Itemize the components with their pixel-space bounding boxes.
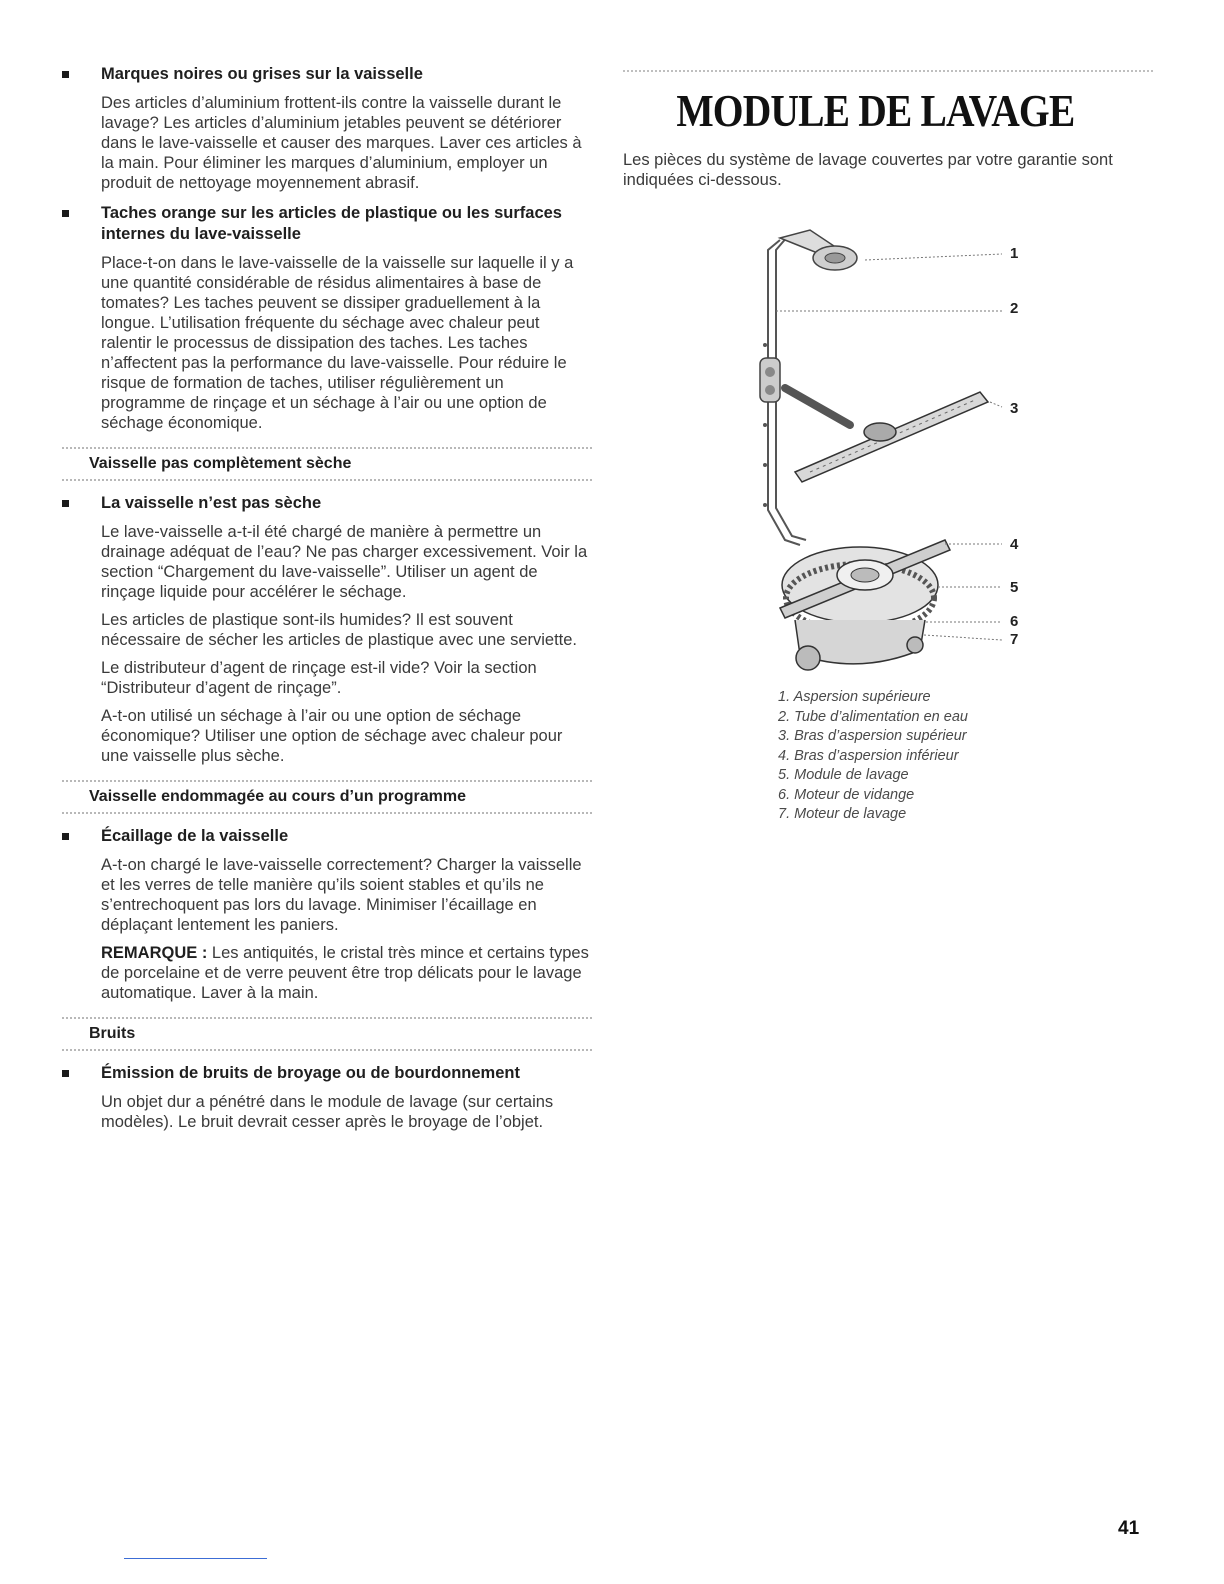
parts-list (778, 688, 1038, 825)
callout-5: 5 (1010, 579, 1019, 596)
note-text: Les antiquités, le cristal très mince et certains types de porcelaine et de verre peuvent être trop délicats pour le lavage automatique. Laver à la main. (101, 944, 589, 1002)
item-title: Taches orange sur les articles de plastique ou les surfaces internes du lave-vaisselle (101, 204, 562, 243)
callout-1: 1 (1010, 245, 1019, 262)
item-black-marks (62, 64, 592, 85)
wash-system-illustration (740, 210, 1040, 680)
right-column (623, 70, 1153, 190)
paragraph: A-t-on utilisé un séchage à l’air ou une option de séchage économique? Utiliser une option de séchage avec chaleur pour une vaisselle plus sèche. (101, 707, 563, 765)
item-title: Marques noires ou grises sur la vaisselle (101, 65, 423, 83)
bullet-square-icon (62, 500, 69, 507)
paragraph: Des articles d’aluminium frottent-ils contre la vaisselle durant le lavage? Les articles d’aluminium jetables peuvent se détériorer dans le lave-vaisselle et causer des marques. Laver ces articles à la main. Pour éliminer les marques d’aluminium, employer un produit de nettoyage moyennement abrasif. (101, 94, 582, 192)
paragraph: Un objet dur a pénétré dans le module de lavage (sur certains modèles). Le bruit devrait cesser après le broyage de l’objet. (101, 1093, 554, 1131)
callout-3: 3 (1010, 400, 1019, 417)
item-chipping (62, 826, 592, 847)
item-title: La vaisselle n’est pas sèche (101, 494, 322, 512)
intro-paragraph: Les pièces du système de lavage couvertes par votre garantie sont indiquées ci-dessous. (623, 151, 1113, 189)
divider (623, 70, 1153, 72)
item-title: Écaillage de la vaisselle (101, 827, 289, 845)
paragraph: Le lave-vaisselle a-t-il été chargé de manière à permettre un drainage adéquat de l’eau? Ne pas charger excessivement. Voir la section “Chargement du lave-vaisselle”. Utiliser un agent de rinçage liquide pour accélérer le séchage. (101, 523, 588, 601)
parts-list-item: 4. Bras d’aspersion inférieur (778, 747, 959, 764)
bullet-square-icon (62, 210, 69, 217)
bullet-square-icon (62, 1070, 69, 1077)
footer-rule (124, 1558, 267, 1559)
parts-list-item: 2. Tube d’alimentation en eau (778, 708, 968, 725)
page-title: MODULE DE LAVAGE (676, 85, 1075, 136)
parts-list-item: 6. Moteur de vidange (778, 786, 915, 803)
parts-list-item: 3. Bras d’aspersion supérieur (778, 728, 967, 744)
note-label: REMARQUE : (101, 944, 208, 962)
parts-list-item: 1. Aspersion supérieure (778, 689, 931, 705)
item-orange-stains (62, 203, 592, 245)
parts-list-item: 7. Moteur de lavage (778, 806, 907, 822)
item-title: Émission de bruits de broyage ou de bourdonnement (101, 1064, 520, 1082)
callout-4: 4 (1010, 536, 1019, 553)
wash-system-diagram (740, 210, 1040, 680)
bullet-square-icon (62, 833, 69, 840)
paragraph: Place-t-on dans le lave-vaisselle de la vaisselle sur laquelle il y a une quantité considérable de résidus alimentaires à base de tomates? Les taches peuvent se dissiper graduellement à la longue. L’utilisation fréquente du séchage avec chaleur peut ralentir le processus de dissipation des taches. Les taches n’affectent pas la performance du lave-vaisselle. Pour réduire le risque de formation de taches, utiliser régulièrement un programme de rinçage et un séchage à l’air ou une option de séchage économique. (101, 254, 574, 432)
item-grinding-noise (62, 1063, 592, 1084)
page-number: 41 (1118, 1518, 1140, 1539)
section-heading-noise: Bruits (62, 1017, 592, 1051)
paragraph: Le distributeur d’agent de rinçage est-il vide? Voir la section “Distributeur d’agent de rinçage”. (101, 659, 537, 697)
callout-7: 7 (1010, 631, 1019, 648)
paragraph: Les articles de plastique sont-ils humides? Il est souvent nécessaire de sécher les articles de plastique avec une serviette. (101, 611, 578, 649)
item-not-dry (62, 493, 592, 514)
paragraph: A-t-on chargé le lave-vaisselle correctement? Charger la vaisselle et les verres de telle manière qu’ils soient stables et qu’ils ne s’entrechoquent pas lors du lavage. Minimiser l’écaillage en déplaçant lentement les paniers. (101, 856, 582, 934)
callout-6: 6 (1010, 613, 1019, 630)
bullet-square-icon (62, 71, 69, 78)
section-heading-damage: Vaisselle endommagée au cours d’un programme (62, 780, 592, 814)
callout-2: 2 (1010, 300, 1019, 317)
note-paragraph (101, 943, 592, 1003)
section-heading-dry: Vaisselle pas complètement sèche (62, 447, 592, 481)
parts-list-item: 5. Module de lavage (778, 767, 909, 783)
left-column (62, 64, 592, 1132)
